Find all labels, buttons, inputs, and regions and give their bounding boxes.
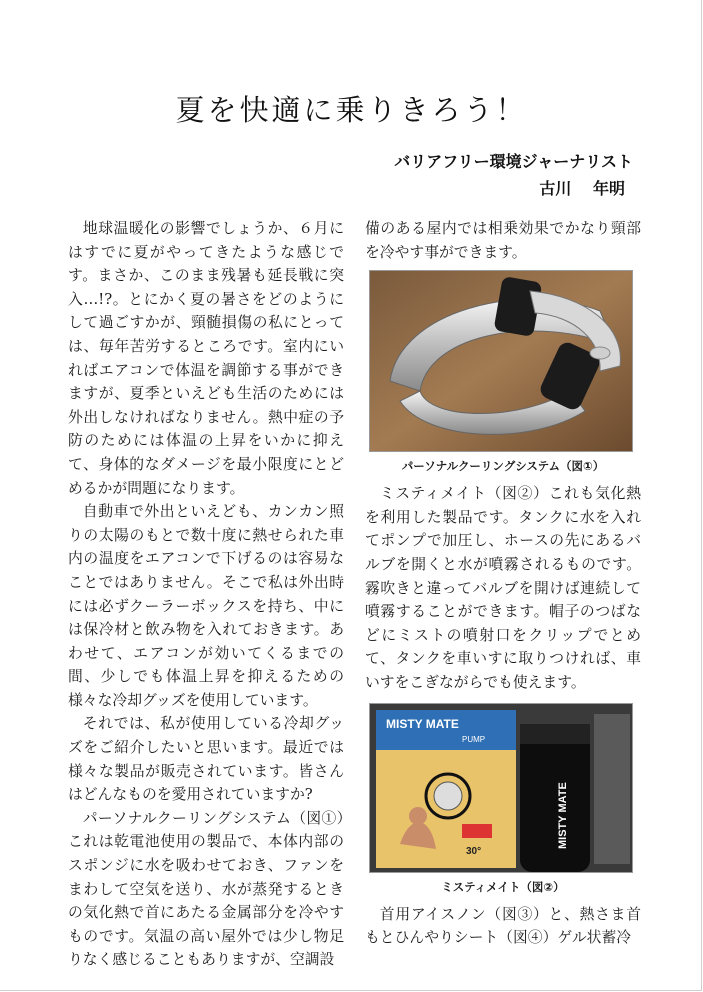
figure-2-caption: ミスティメイト（図②） [441, 879, 565, 894]
byline [394, 148, 633, 202]
paragraph: パーソナルクーリングシステム（図①）これは乾電池使用の製品で、本体内部のスポンジに水を吸わせておき、ファンをまわして空気を送り、水が蒸発するときの気化熱で首にあたる金属部分を冷やすものです。気温の高い屋外では少し物足りなく感じることもありますが、空調設 [68, 809, 344, 969]
figure-1-caption: パーソナルクーリングシステム（図①） [401, 459, 605, 474]
misty-mate-image [370, 704, 632, 872]
author-role: バリアフリー環境ジャーナリスト [394, 152, 633, 171]
figure-1-photo [369, 270, 633, 452]
author-name: 古川 年明 [539, 179, 625, 198]
package-brand: MISTY MATE [386, 716, 459, 731]
figure-2-photo [369, 703, 633, 873]
neck-cooler-image [370, 271, 632, 451]
paragraph: それでは、私が使用している冷却グッズをご紹介したいと思います。最近では様々な製品が販売されています。皆さんはどんなものを愛用されていますか? [68, 715, 344, 804]
paragraph: 自動車で外出といえども、カンカン照りの太陽のもとで数十度に熱せられた車内の温度をエアコンで下げるのは容易なことではありません。そこで私は外出時には必ずクーラーボックスを持ち、中には保冷材と飲み物を入れておきます。あわせて、エアコンが効いてくるまでの間、少しでも体温上昇を抑えるための様々な冷却グッズを使用しています。 [68, 503, 344, 709]
paragraph: 備のある屋内では相乗効果でかなり頸部を冷やす事ができます。 [365, 220, 641, 261]
paragraph: 地球温暖化の影響でしょうか、６月にはすでに夏がやってきたような感じです。まさか、このまま残暑も延長戦に突入…!?。とにかく夏の暑さをどのようにして過ごすかが、頸髄損傷の私にとっては、毎年苦労するところです。室内にいればエアコンで体温を調節する事ができますが、夏季といえども生活のためには外出しなければなりません。熱中症の予防のためには体温の上昇をいかに抑えて、身体的なダメージを最小限度にとどめるかが問題になります。 [68, 220, 344, 497]
bottle-brand: MISTY MATE [557, 781, 569, 849]
right-column [365, 217, 641, 950]
paragraph: 首用アイスノン（図③）と、熱さま首もとひんやりシート（図④）ゲル状蓄冷 [365, 905, 641, 947]
package-tag: 30° [466, 845, 482, 857]
paragraph: ミスティメイト（図②）これも気化熱を利用した製品です。タンクに水を入れてポンプで加圧し、ホースの先にあるバルブを開くと水が噴霧されるものです。霧吹きと違ってバルブを開けば連続して噴霧することができます。帽子のつばなどにミストの噴射口をクリップでとめて、タンクを車いすに取りつければ、車いすをこぎながらでも使えます。 [365, 485, 641, 691]
package-sub: PUMP [462, 734, 486, 744]
article-title: 夏を快適に乗りきろう！ [175, 93, 528, 127]
left-column [68, 217, 344, 972]
